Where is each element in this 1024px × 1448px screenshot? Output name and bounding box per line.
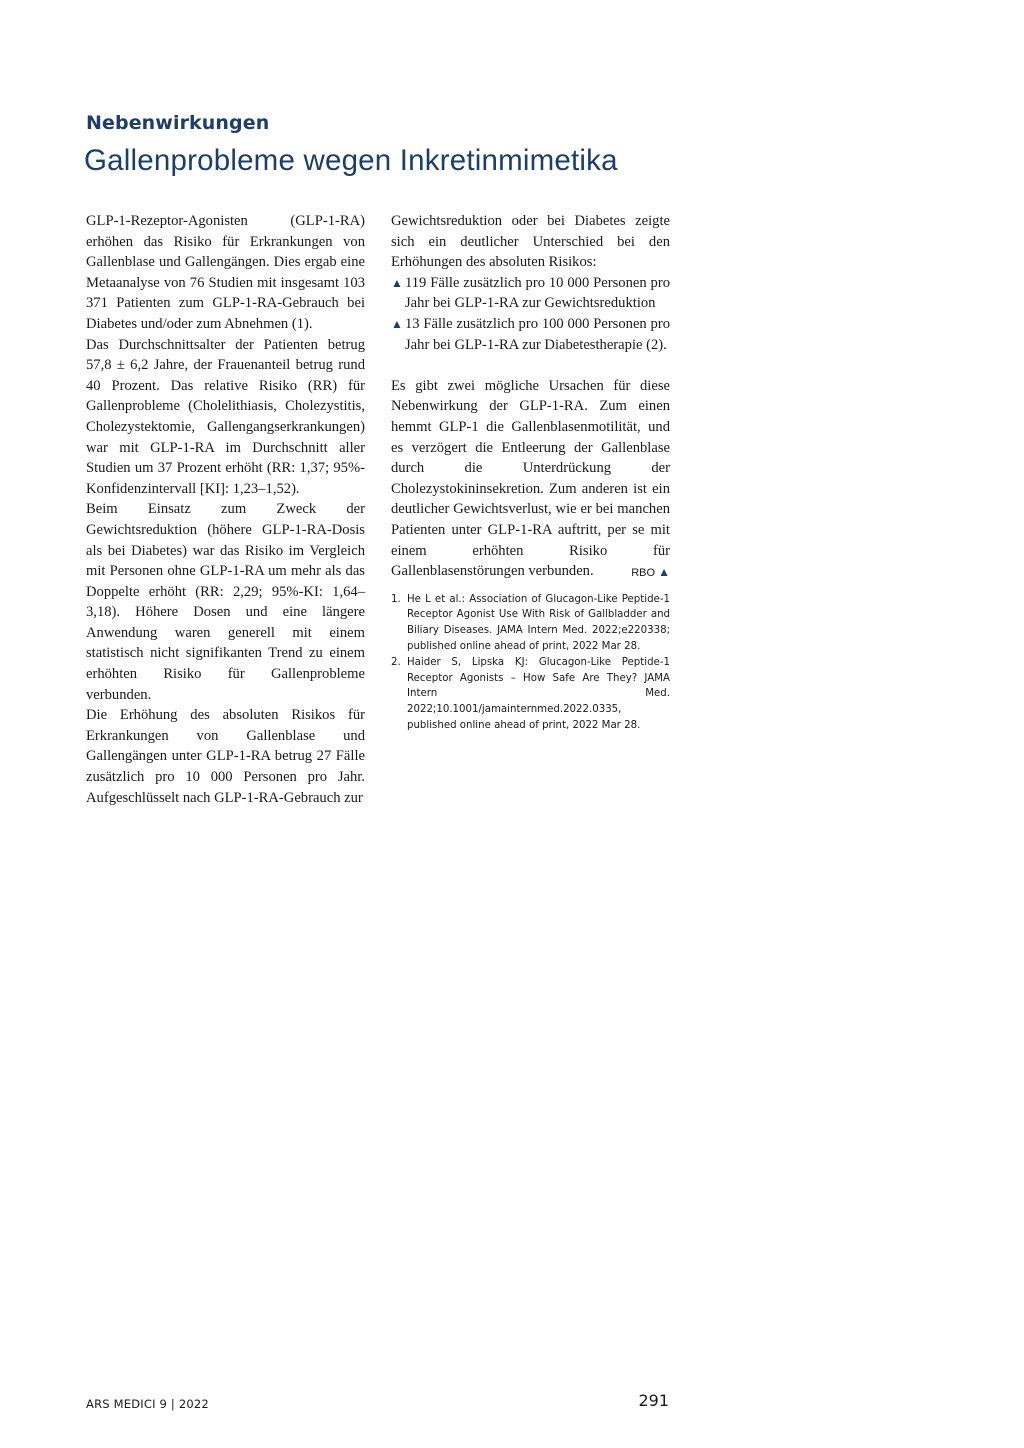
page-number: 291	[638, 1391, 669, 1410]
author-initials: RBO	[631, 567, 656, 580]
reference-item	[391, 592, 670, 655]
journal-footer: ARS MEDICI 9 | 2022	[86, 1397, 209, 1411]
reference-number: 1.	[391, 593, 401, 605]
triangle-bullet-icon: ▲	[391, 316, 403, 331]
triangle-bullet-icon: ▲	[391, 275, 403, 290]
left-column	[86, 211, 365, 808]
paragraph-causes	[391, 376, 670, 582]
spacer	[391, 355, 670, 376]
bullet-text: 13 Fälle zusätzlich pro 100 000 Personen pro Jahr bei GLP-1-RA zur Diabetestherapie (2).	[405, 315, 670, 353]
paragraph-absolute-risk: Die Erhöhung des absoluten Risikos für Erkrankungen von Gallenblase und Gallengängen unter GLP-1-RA betrug 27 Fälle zusätzlich pro 10 000 Personen pro Jahr. Aufgeschlüsselt nach GLP-1-RA-Gebrauch zur	[86, 707, 365, 806]
reference-list	[391, 592, 670, 734]
reference-text: Haider S, Lipska KJ: Glucagon-Like Peptide-1 Receptor Agonists – How Safe Are They? JAMA Intern Med. 2022;10.1001/jamainternmed.2022.0335, published online ahead of print, 2022 Mar 28.	[407, 656, 670, 732]
paragraph-weight-reduction: Beim Einsatz zum Zweck der Gewichtsreduktion (höhere GLP-1-RA-Dosis als bei Diabetes) war das Risiko im Vergleich mit Personen ohne GLP-1-RA um mehr als das Doppelte erhöht (RR: 2,29; 95%-KI: 1,64–3,18). Höhere Dosen und eine längere Anwendung waren generell mit einem statistisch nicht signifikanten Trend zu einem erhöhten Risiko für Gallenprobleme verbunden.	[86, 501, 365, 703]
reference-number: 2.	[391, 656, 401, 668]
paragraph-causes-text: Es gibt zwei mögliche Ursachen für diese Nebenwirkung der GLP-1-RA. Zum einen hemmt GLP-1 die Gallenblasenmotilität, und es verzögert die Entleerung der Gallenblase durch die Unterdrückung der Cholezystokininsekretion. Zum anderen ist ein deutlicher Gewichtsverlust, wie er bei manchen Patienten unter GLP-1-RA auftritt, per se mit einem erhöhten Risiko für Gallenblasenstörungen verbunden.	[391, 377, 670, 580]
end-triangle-icon: ▲	[658, 565, 670, 580]
paragraph-continuation: Gewichtsreduktion oder bei Diabetes zeigte sich ein deutlicher Unterschied bei den Erhöhungen des absoluten Risikos:	[391, 213, 670, 271]
paragraph-demographics: Das Durchschnittsalter der Patienten betrug 57,8 ± 6,2 Jahre, der Frauenanteil betrug rund 40 Prozent. Das relative Risiko (RR) für Gallenprobleme (Cholelithiasis, Cholezystitis, Cholezystektomie, Gallengangserkrankungen) war mit GLP-1-RA im Durchschnitt aller Studien um 37 Prozent erhöht (RR: 1,37; 95%-Konfidenzintervall [KI]: 1,23–1,52).	[86, 336, 365, 497]
article-title: Gallenprobleme wegen Inkretinmimetika	[84, 144, 618, 177]
reference-text: He L et al.: Association of Glucagon-Like Peptide-1 Receptor Agonist Use With Risk of Gallbladder and Biliary Diseases. JAMA Intern Med. 2022;e220338; published online ahead of print, 2022 Mar 28.	[407, 593, 670, 653]
risk-bullet-list	[391, 273, 670, 355]
bullet-text: 119 Fälle zusätzlich pro 10 000 Personen pro Jahr bei GLP-1-RA zur Gewichtsreduktion	[405, 274, 670, 312]
list-item	[391, 314, 670, 355]
section-kicker: Nebenwirkungen	[86, 112, 270, 134]
list-item	[391, 273, 670, 314]
paragraph-intro: GLP-1-Rezeptor-Agonisten (GLP-1-RA) erhöhen das Risiko für Erkrankungen von Gallenblase und Gallengängen. Dies ergab eine Metaanalyse von 76 Studien mit insgesamt 103 371 Patienten zum GLP-1-RA-Gebrauch bei Diabetes und/oder zum Abnehmen (1).	[86, 213, 365, 332]
author-signature	[631, 562, 670, 584]
reference-item	[391, 655, 670, 734]
right-column	[391, 211, 670, 734]
